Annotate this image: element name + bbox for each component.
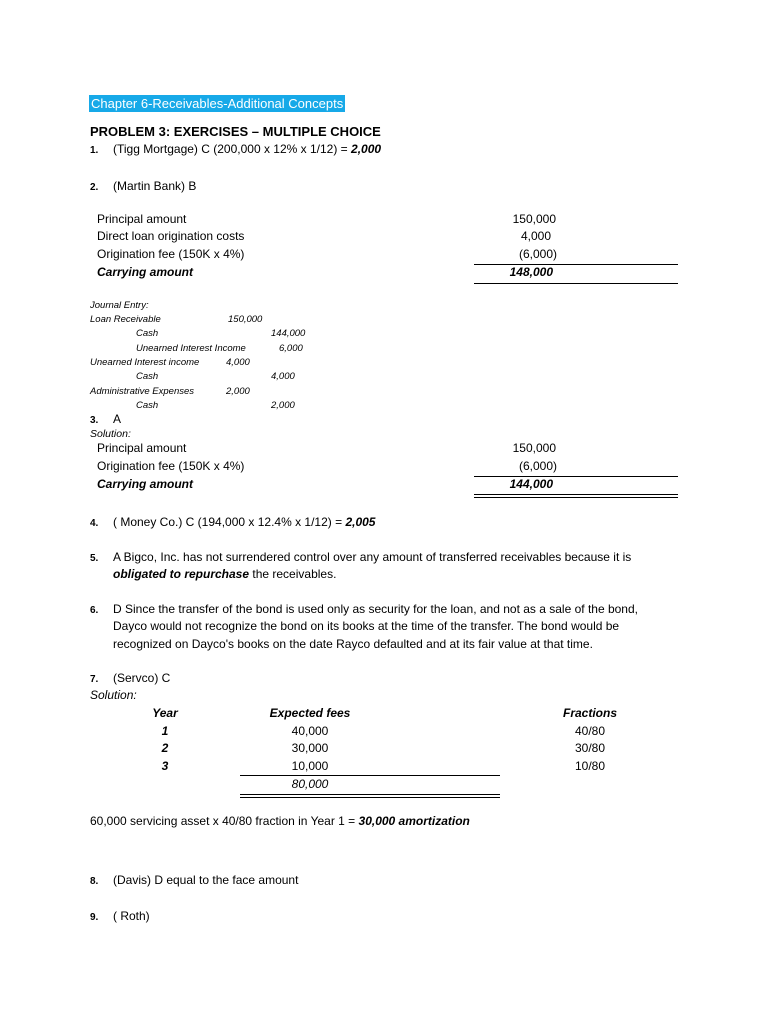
q7-total: 80,000	[291, 777, 329, 791]
q6-number: 6.	[90, 605, 99, 616]
q2-row-value: (6,000)	[518, 247, 557, 261]
q7-total-line-1	[240, 794, 500, 795]
q3-total-value: 144,000	[509, 477, 553, 491]
q3-row-label: Principal amount	[97, 441, 187, 455]
q9-text: ( Roth)	[113, 909, 150, 923]
journal-account: Loan Receivable	[90, 314, 161, 325]
q5-line: obligated to repurchase the receivables.	[113, 567, 337, 581]
q7-text: (Servco) C	[113, 671, 171, 685]
q2-row-label: Direct loan origination costs	[97, 229, 245, 243]
q6-line: recognized on Dayco's books on the date Rayco defaulted and at its fair value at that time.	[113, 637, 593, 651]
q7-solution-label: Solution:	[90, 688, 137, 702]
q3-row-value: (6,000)	[518, 459, 557, 473]
journal-title: Journal Entry:	[90, 300, 149, 311]
journal-credit: 6,000	[279, 343, 303, 354]
journal-account: Unearned Interest income	[90, 357, 200, 368]
q2-number: 2.	[90, 182, 99, 193]
q5-line: A Bigco, Inc. has not surrendered control over any amount of transferred receivables because it is	[113, 550, 632, 564]
q3-total-label: Carrying amount	[97, 477, 194, 491]
q7-subtotal-line	[240, 775, 500, 776]
journal-credit: 2,000	[271, 400, 295, 411]
q1-text: (Tigg Mortgage) C (200,000 x 12% x 1/12) = 2,000	[113, 142, 382, 156]
journal-account: Cash	[136, 400, 159, 411]
q3-number: 3.	[90, 415, 99, 426]
journal-account: Cash	[136, 328, 159, 339]
journal-debit: 4,000	[226, 357, 250, 368]
q3-row-label: Origination fee (150K x 4%)	[97, 459, 245, 473]
journal-account: Cash	[136, 371, 159, 382]
q4-text: ( Money Co.) C (194,000 x 12.4% x 1/12) = 2,005	[113, 515, 376, 529]
journal-credit: 144,000	[271, 328, 306, 339]
q2-text: (Martin Bank) B	[113, 179, 197, 193]
q3-row-value: 150,000	[512, 441, 556, 455]
journal-debit: 2,000	[226, 386, 250, 397]
q4-number: 4.	[90, 518, 99, 529]
q8-number: 8.	[90, 876, 99, 887]
q7-note: 60,000 servicing asset x 40/80 fraction in Year 1 = 30,000 amortization	[90, 814, 470, 828]
q3-solution-label: Solution:	[90, 428, 131, 440]
journal-account: Administrative Expenses	[90, 386, 195, 397]
q4-answer: 2,005	[345, 515, 376, 529]
q7-header-fees: Expected fees	[269, 706, 351, 720]
q7-header-year: Year	[152, 706, 178, 720]
q7-header-fractions: Fractions	[562, 706, 617, 720]
q3-total-line-2	[474, 497, 678, 498]
q2-total-label: Carrying amount	[97, 265, 194, 279]
q7-fraction: 30/80	[574, 741, 606, 755]
journal-credit: 4,000	[271, 371, 295, 382]
q7-fees: 10,000	[291, 759, 329, 773]
q3-total-line-1	[474, 494, 678, 495]
q2-row-label: Principal amount	[97, 212, 187, 226]
q7-year: 3	[161, 759, 169, 773]
q2-row-value: 150,000	[512, 212, 556, 226]
q6-line: Dayco would not recognize the bond on its books at the time of the transfer. The bond would be	[113, 619, 620, 633]
q7-fees: 30,000	[291, 741, 329, 755]
journal-debit: 150,000	[228, 314, 263, 325]
q7-note-answer: 30,000 amortization	[358, 814, 470, 828]
q1-number: 1.	[90, 145, 99, 156]
q7-total-line-2	[240, 797, 500, 798]
chapter-title: Chapter 6-Receivables-Additional Concepts	[91, 96, 344, 111]
q2-row-label: Origination fee (150K x 4%)	[97, 247, 245, 261]
q7-fraction: 40/80	[574, 724, 606, 738]
q7-year: 2	[161, 741, 169, 755]
q2-total-line	[474, 283, 678, 284]
q8-text: (Davis) D equal to the face amount	[113, 873, 299, 887]
q9-number: 9.	[90, 912, 99, 923]
q7-fees: 40,000	[291, 724, 329, 738]
q7-fraction: 10/80	[574, 759, 606, 773]
q2-row-value: 4,000	[520, 229, 551, 243]
q3-text: A	[113, 412, 122, 426]
journal-account: Unearned Interest Income	[136, 343, 246, 354]
problem-heading: PROBLEM 3: EXERCISES – MULTIPLE CHOICE	[90, 124, 381, 139]
q2-total-value: 148,000	[509, 265, 553, 279]
q7-year: 1	[161, 724, 169, 738]
q7-number: 7.	[90, 674, 99, 685]
q5-number: 5.	[90, 553, 99, 564]
q1-answer: 2,000	[351, 142, 382, 156]
q6-line: D Since the transfer of the bond is used only as security for the loan, and not as a sale of the bond,	[113, 602, 638, 616]
